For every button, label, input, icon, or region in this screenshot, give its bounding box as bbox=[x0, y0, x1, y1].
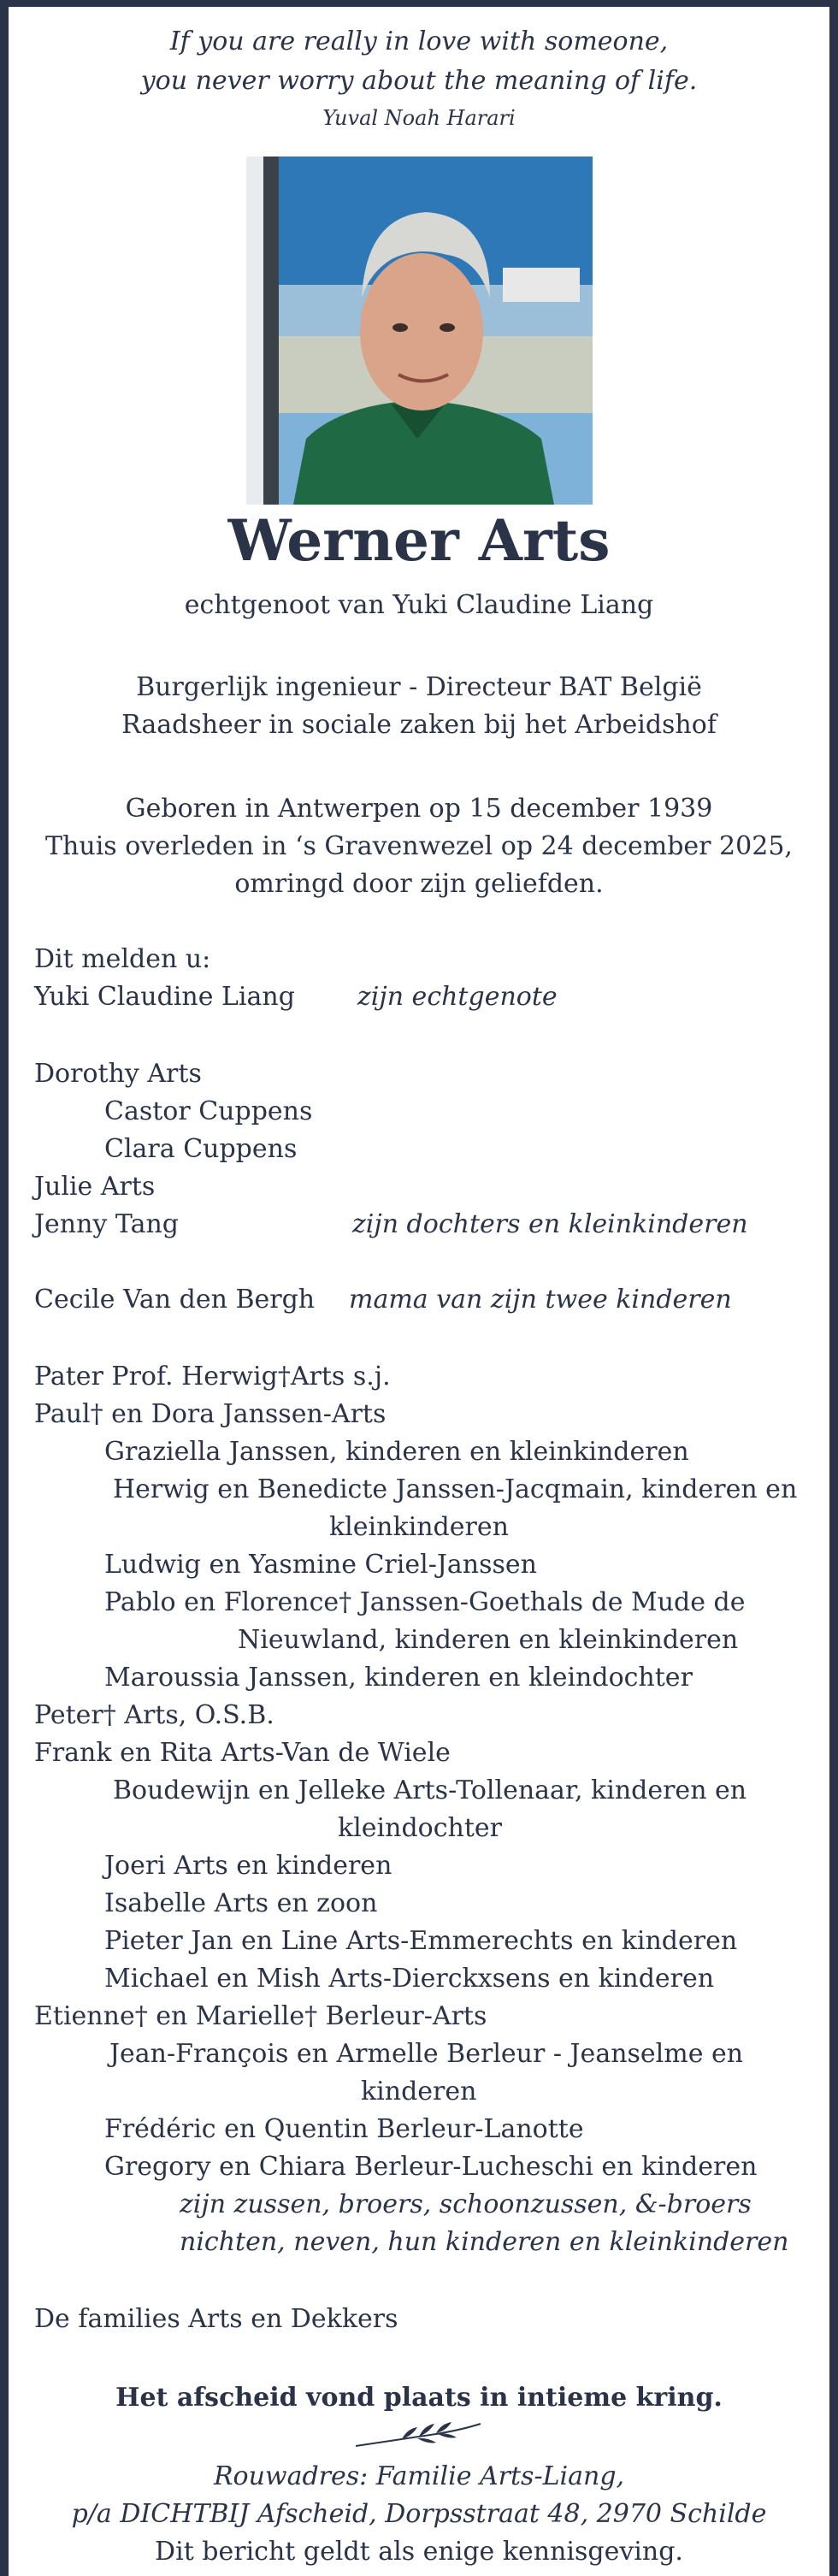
address-line-1: Rouwadres: Familie Arts-Liang, bbox=[213, 2461, 625, 2491]
sibling-line: Joeri Arts en kinderen bbox=[104, 1851, 392, 1881]
surrounded-line: omringd door zijn geliefden. bbox=[234, 869, 604, 899]
floral-ornament bbox=[351, 2420, 487, 2451]
farewell-line: Het afscheid vond plaats in intieme kring. bbox=[115, 2383, 723, 2413]
quote-author: Yuval Noah Harari bbox=[322, 106, 516, 130]
died-line: Thuis overleden in ‘s Gravenwezel op 24 december 2025, bbox=[45, 831, 793, 861]
spouse-relation: zijn echtgenote bbox=[357, 982, 558, 1012]
sibling-line: Nieuwland, kinderen en kleinkinderen bbox=[238, 1625, 739, 1655]
sibling-line: Maroussia Janssen, kinderen en kleindochter bbox=[104, 1663, 693, 1693]
sibling-line: Graziella Janssen, kinderen en kleinkinderen bbox=[104, 1437, 689, 1467]
grandchild-clara: Clara Cuppens bbox=[104, 1134, 298, 1164]
sibling-line: Pater Prof. Herwig†Arts s.j. bbox=[34, 1362, 391, 1391]
sibling-line: kinderen bbox=[361, 2077, 477, 2106]
spouse-name: Yuki Claudine Liang bbox=[34, 982, 295, 1012]
sibling-line: Ludwig en Yasmine Criel-Janssen bbox=[104, 1550, 537, 1580]
sibling-line: Pablo en Florence† Janssen-Goethals de Mude de bbox=[104, 1587, 746, 1617]
sibling-line: Etienne† en Marielle† Berleur-Arts bbox=[34, 2001, 487, 2031]
families-line: De families Arts en Dekkers bbox=[34, 2304, 398, 2334]
sibling-line: Gregory en Chiara Berleur-Lucheschi en kinderen bbox=[104, 2152, 758, 2182]
sibling-line: Paul† en Dora Janssen-Arts bbox=[34, 1399, 387, 1429]
cecile-relation: mama van zijn twee kinderen bbox=[349, 1285, 732, 1315]
child-dorothy: Dorothy Arts bbox=[34, 1059, 202, 1089]
child-julie: Julie Arts bbox=[34, 1172, 156, 1202]
grandchild-castor: Castor Cuppens bbox=[104, 1096, 313, 1126]
sibling-line: Jean-François en Armelle Berleur - Jeanselme en bbox=[109, 2039, 744, 2069]
portrait-photo bbox=[246, 157, 593, 505]
quote-line-1: If you are really in love with someone, bbox=[169, 27, 669, 56]
address-line-2: p/a DICHTBIJ Afscheid, Dorpsstraat 48, 2970 Schilde bbox=[71, 2499, 767, 2529]
title-line-2: Raadsheer in sociale zaken bij het Arbeidshof bbox=[121, 710, 717, 740]
child-jenny: Jenny Tang bbox=[34, 1209, 179, 1239]
announcement-intro: Dit melden u: bbox=[34, 944, 211, 974]
sibling-line: Herwig en Benedicte Janssen-Jacqmain, kinderen en bbox=[113, 1474, 798, 1504]
portrait-illustration bbox=[246, 157, 593, 505]
sibling-line: Frank en Rita Arts-Van de Wiele bbox=[34, 1738, 451, 1768]
spouse-line: echtgenoot van Yuki Claudine Liang bbox=[184, 590, 654, 620]
sibling-line: kleindochter bbox=[338, 1813, 502, 1843]
sibling-line: Boudewijn en Jelleke Arts-Tollenaar, kinderen en bbox=[113, 1775, 747, 1805]
siblings-relation-1: zijn zussen, broers, schoonzussen, &-broers bbox=[180, 2189, 752, 2219]
quote bbox=[0, 22, 838, 101]
notice-line: Dit bericht geldt als enige kennisgeving. bbox=[155, 2537, 683, 2567]
children-relation: zijn dochters en kleinkinderen bbox=[352, 1209, 748, 1239]
cecile-name: Cecile Van den Bergh bbox=[34, 1285, 316, 1315]
born-line: Geboren in Antwerpen op 15 december 1939 bbox=[125, 794, 713, 824]
sibling-line: Frédéric en Quentin Berleur-Lanotte bbox=[104, 2114, 584, 2144]
deceased-name: Werner Arts bbox=[227, 507, 611, 574]
sibling-line: Michael en Mish Arts-Dierckxsens en kinderen bbox=[104, 1964, 715, 1994]
sibling-line: Peter† Arts, O.S.B. bbox=[34, 1700, 274, 1730]
siblings-relation-2: nichten, neven, hun kinderen en kleinkinderen bbox=[180, 2227, 789, 2257]
sibling-line: kleinkinderen bbox=[329, 1512, 509, 1542]
sibling-line: Isabelle Arts en zoon bbox=[104, 1888, 378, 1918]
quote-line-2: you never worry about the meaning of life. bbox=[140, 66, 698, 96]
title-line-1: Burgerlijk ingenieur - Directeur BAT België bbox=[136, 672, 702, 702]
sibling-line: Pieter Jan en Line Arts-Emmerechts en kinderen bbox=[104, 1926, 738, 1956]
